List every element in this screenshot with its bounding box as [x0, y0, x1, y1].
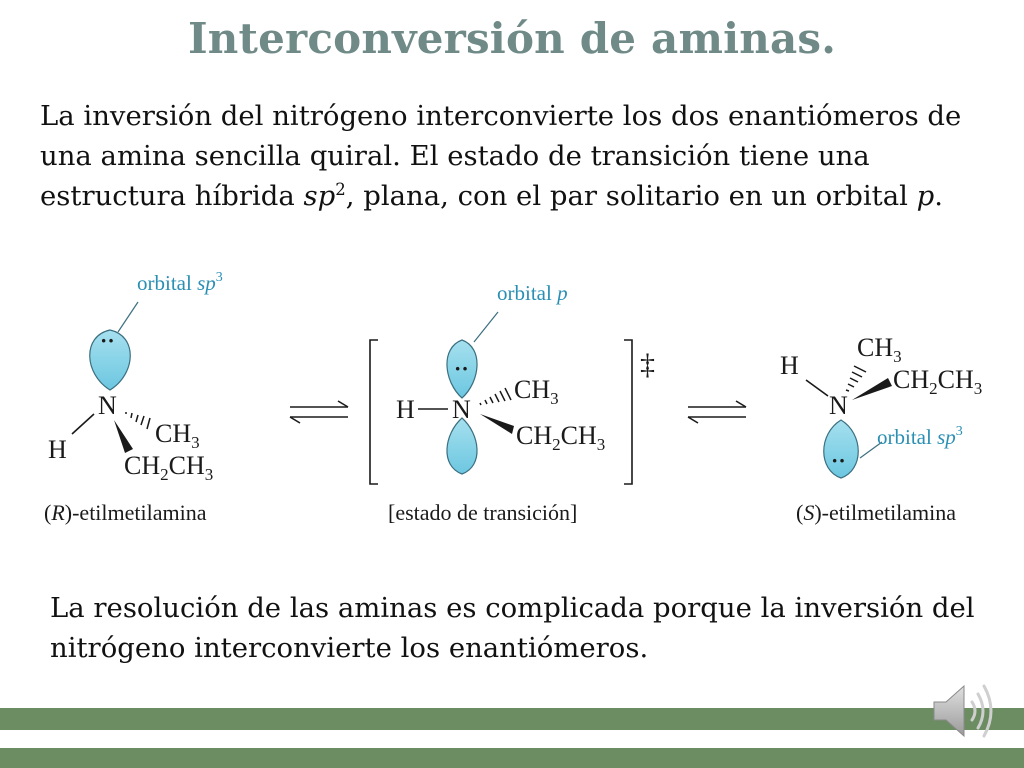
right-bracket — [624, 340, 632, 484]
right-ch3: $CH_3$ — [857, 333, 902, 366]
resolution-paragraph: La resolución de las aminas es complicada porque la inversión del nitrógeno interconvierte los enantiómeros. — [50, 592, 975, 664]
middle-orbital-label: orbital p — [497, 281, 568, 305]
footer-band-lower — [0, 748, 1024, 768]
s-enantiomer — [780, 333, 982, 525]
middle-caption: [estado de transición] — [388, 500, 578, 525]
left-orbital-label: orbital $sp^3$ — [137, 270, 223, 295]
footer-band-upper — [0, 708, 1024, 730]
left-hashed-bond — [126, 412, 150, 429]
amine-inversion-diagram — [0, 262, 1024, 532]
intro-text-c: . — [934, 180, 944, 212]
left-ch3: $CH_3$ — [155, 419, 200, 452]
left-bracket — [370, 340, 378, 484]
middle-ch3: $CH_3$ — [514, 375, 559, 408]
intro-sp-exponent: 2 — [335, 179, 346, 199]
left-wedge-bond — [114, 420, 133, 453]
right-hydrogen: H — [780, 351, 799, 380]
right-orbital-label: orbital $sp^3$ — [877, 424, 963, 449]
right-caption: (S)-etilmetilamina — [796, 500, 957, 525]
middle-nitrogen: N — [452, 395, 471, 424]
middle-hydrogen: H — [396, 395, 415, 424]
double-dagger: ‡ — [640, 348, 655, 381]
r-enantiomer — [44, 270, 223, 525]
speaker-icon[interactable] — [928, 676, 1000, 748]
intro-text-b: , plana, con el par solitario en un orbital — [345, 180, 917, 212]
right-hashed-bond — [846, 366, 866, 391]
slide-title: Interconversión de aminas. — [187, 14, 837, 63]
middle-ch2ch3: $CH_2CH_3$ — [516, 421, 606, 454]
p-orbital-lower-lobe — [447, 418, 477, 474]
right-lone-pair: ·· — [831, 448, 846, 473]
left-nitrogen: N — [98, 391, 117, 420]
intro-paragraph — [40, 96, 990, 216]
transition-state — [370, 281, 655, 525]
left-ch2ch3: $CH_2CH_3$ — [124, 451, 214, 484]
left-caption: (R)-etilmetilamina — [44, 500, 207, 525]
middle-orbital-pointer — [474, 312, 498, 342]
middle-hashed-bond — [480, 388, 511, 405]
intro-p: p — [916, 180, 935, 212]
right-ch2ch3: $CH_2CH_3$ — [893, 365, 983, 398]
right-nh-bond — [806, 380, 828, 396]
left-hydrogen: H — [48, 435, 67, 464]
intro-sp: sp — [303, 180, 336, 212]
middle-lone-pair: ·· — [454, 356, 469, 381]
intro-text-a: La inversión del nitrógeno interconvierte los dos enantiómeros de una amina sencilla quiral. El estado de transición tiene una estructura híbrida — [40, 100, 962, 212]
middle-wedge-bond — [480, 414, 514, 434]
left-lone-pair: ·· — [100, 328, 115, 353]
left-orbital-pointer — [118, 302, 138, 332]
left-nh-bond — [72, 414, 94, 434]
right-nitrogen: N — [829, 391, 848, 420]
equilibrium-arrow-2 — [688, 401, 746, 423]
equilibrium-arrow-1 — [290, 401, 348, 423]
